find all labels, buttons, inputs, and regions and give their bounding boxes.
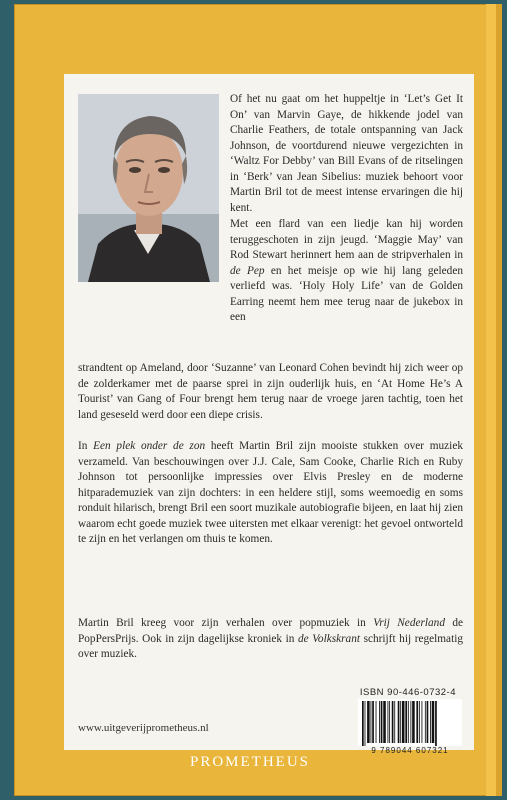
volkskrant-title: de Volkskrant: [298, 632, 360, 645]
barcode-bar: [425, 701, 426, 743]
author-photo: [78, 94, 219, 282]
book-summary-paragraph: In Een plek onder de zon heeft Martin Bril zijn mooiste stukken over muziek verzameld. Van beschouwingen over J.J. Cale, Sam Cooke, Charlie Rich en Ruby Johnson tot persoonlijke impressies over Elvis Presley en de moderne hitparademuziek van zijn dochters: in een heldere stijl, soms weemoedig en soms ronduit hilarisch, brengt Bril een soort muzikale autobiografie bijeen, en laat hij zien waarom echt goede muziek twee uitersten met elkaar verenigt: het gevoel ontworteld te zijn en het verlangen om thuis te komen.: [78, 440, 463, 545]
barcode-bar: [388, 701, 389, 743]
barcode: [358, 699, 462, 746]
text-panel: [64, 74, 474, 755]
barcode-bar: [381, 701, 383, 743]
barcode-bar: [416, 701, 418, 743]
barcode-bar: [422, 701, 423, 743]
barcode-bar: [365, 701, 366, 746]
barcode-bar: [402, 701, 405, 743]
isbn-label: ISBN 90-446-0732-4: [359, 687, 456, 698]
author-award-paragraph: Martin Bril kreeg voor zijn verhalen over popmuziek in Vrij Nederland de PopPersPrijs. Ook in zijn dagelijkse kroniek in de Volkskrant schrijft hij regelmatig over muziek.: [78, 617, 463, 660]
barcode-bar: [430, 701, 431, 743]
barcode-bar: [376, 701, 377, 743]
barcode-bar: [383, 701, 386, 743]
barcode-bar: [392, 701, 394, 743]
vrij-nederland-title: Vrij Nederland: [373, 617, 445, 629]
barcode-bar: [427, 701, 429, 743]
intro-paragraph: Of het nu gaat om het huppeltje in ‘Let’s Get It On’ van Marvin Gaye, de hikkende jodel van Charlie Feathers, de totale ontspanning van Jack Johnson, de voortdurend nieuwe vergezichten in ‘Waltz For Debby’ van Bill Evans of de ritselingen in ‘Berk’ van Jean Sibelius: muziek behoort voor Martin Bril tot de meest intense ervaringen die hij kent.: [230, 93, 463, 214]
barcode-bar: [362, 701, 364, 746]
barcode-bar: [371, 701, 372, 743]
barcode-digits: 9 789044 607321: [371, 746, 449, 755]
barcode-bar: [419, 701, 420, 743]
book-back-cover: [14, 4, 502, 796]
barcode-bar: [405, 701, 407, 743]
barcode-bar: [379, 701, 380, 743]
memory-paragraph-continued: strandtent op Ameland, door ‘Suzanne’ van Leonard Cohen bevindt hij zich weer op de zolderkamer met de paarse sprei in zijn ouderlijk huis, en ‘At Home He’s A Tourist’ van Gang of Four brengt hem terug naar de vroege jaren tachtig, toen het land geseseld werd door een diepe crisis.: [78, 362, 463, 421]
barcode-bar: [398, 701, 400, 743]
barcode-bar: [435, 701, 437, 746]
publisher-logo: PROMETHEUS: [190, 754, 311, 770]
barcode-bar: [412, 701, 415, 743]
barcode-bar: [432, 701, 435, 743]
memory-paragraph: Met een flard van een liedje kan hij worden teruggeschoten in zijn jeugd. ‘Maggie May’ van Rod Stewart herinnert hem aan de stripverhalen in de Pep en het meisje op wie hij lang geleden verliefd was. ‘Holy Holy Life’ van de Golden Earring neemt hem mee terug naar de jukebox in een: [230, 218, 463, 323]
book-spine-edge: [486, 4, 496, 796]
barcode-bar: [400, 701, 401, 743]
barcode-bar: [367, 701, 370, 743]
barcode-bar: [389, 701, 390, 743]
barcode-bar: [410, 701, 411, 743]
barcode-bar: [372, 701, 374, 743]
publisher-url: www.uitgeverijprometheus.nl: [78, 722, 209, 734]
book-title: Een plek onder de zon: [93, 440, 206, 452]
barcode-bar: [394, 701, 395, 743]
pep-title: de Pep: [230, 264, 265, 277]
barcode-bar: [408, 701, 409, 743]
